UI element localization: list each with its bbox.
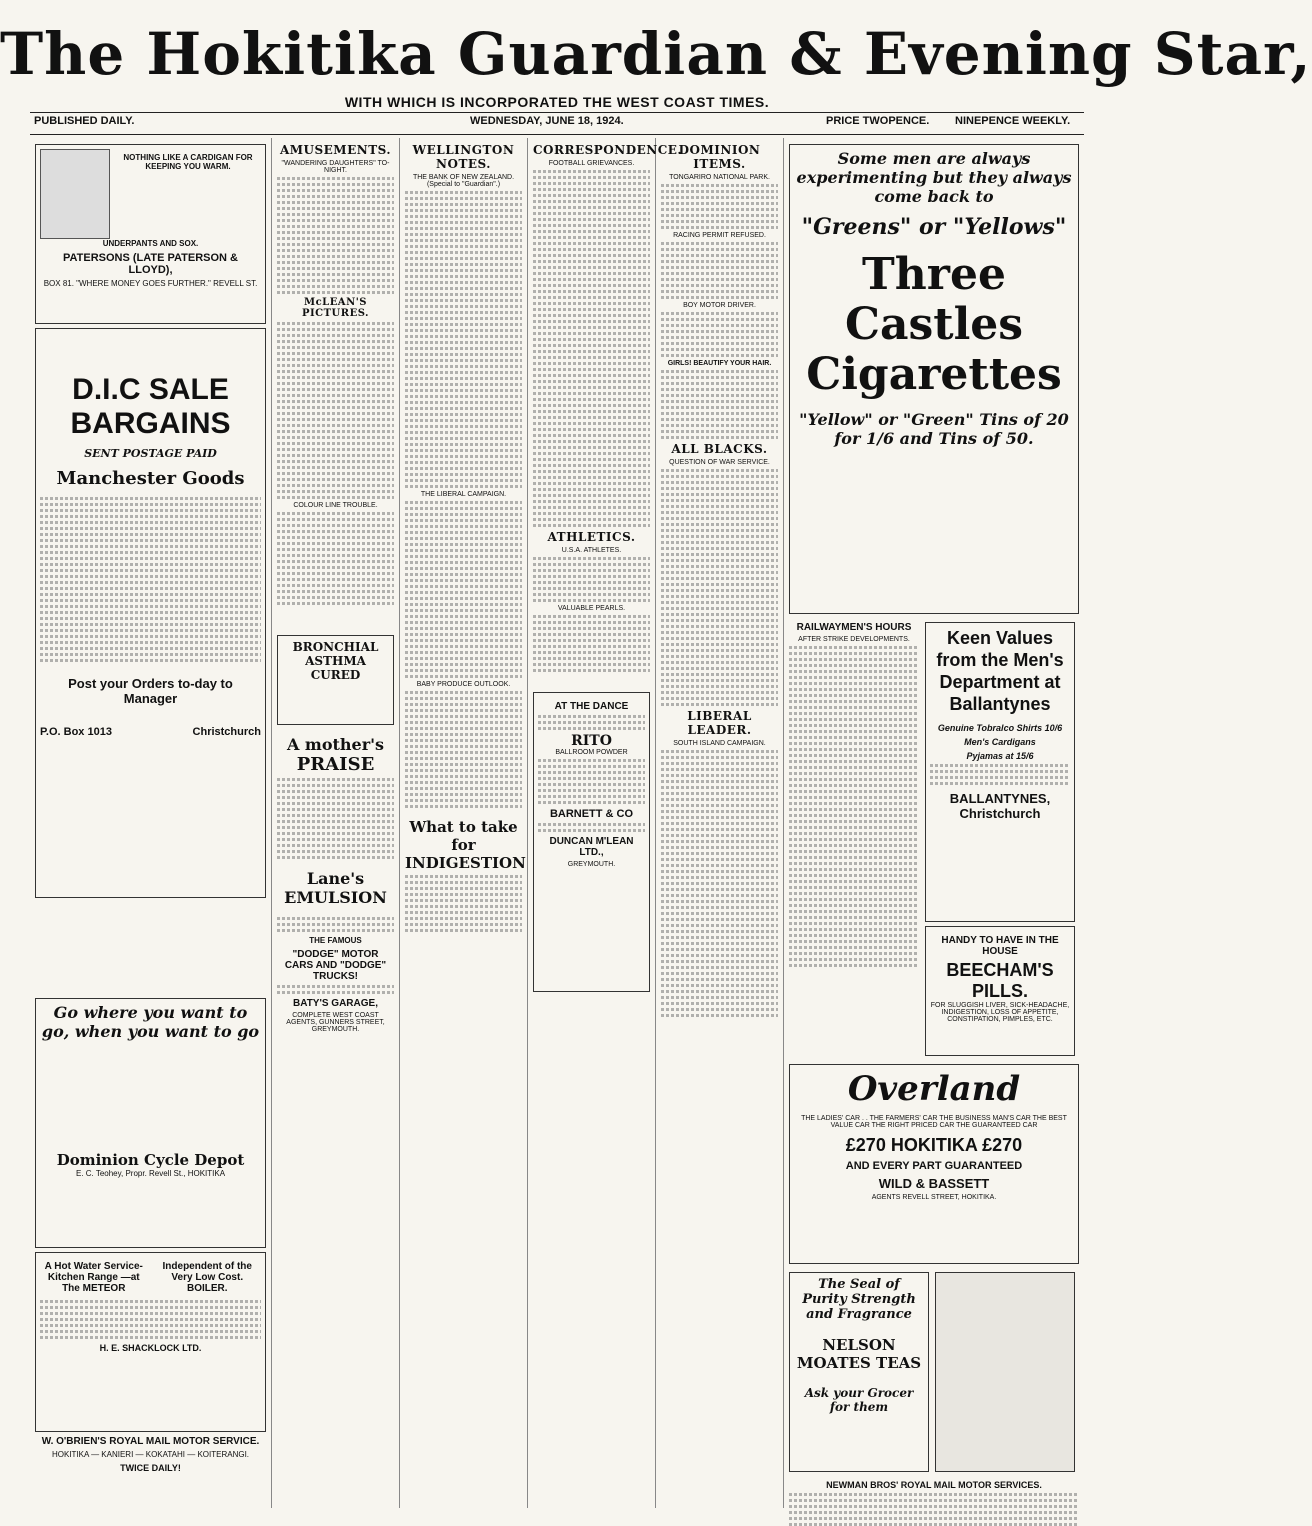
- railway-heading: RAILWAYMEN'S HOURS: [796, 622, 912, 633]
- nelson-moates-ad: [789, 1272, 929, 1472]
- liver-text: FOR SLUGGISH LIVER, SICK-HEADACHE, INDIGESTION, LOSS OF APPETITE, CONSTIPATION, PIMPLES, ETC.: [930, 1002, 1070, 1023]
- bank-heading: THE BANK OF NEW ZEALAND.: [412, 174, 515, 181]
- allblacks-heading: ALL BLACKS.: [671, 442, 768, 456]
- wellington-heading: WELLINGTON NOTES.: [412, 143, 515, 171]
- pyjamas: Pyjamas at 15/6: [966, 751, 1034, 761]
- price: PRICE TWOPENCE.: [826, 115, 930, 127]
- wild-bassett: WILD & BASSETT: [878, 1176, 990, 1191]
- lanes-emulsion: Lane's EMULSION: [284, 869, 387, 907]
- bronchial-text: BRONCHIAL ASTHMA CURED: [292, 640, 379, 682]
- mother-heading: A mother's: [286, 735, 385, 754]
- beechams: BEECHAM'S PILLS.: [946, 960, 1054, 1001]
- meteor-ad: [35, 1252, 266, 1432]
- nelson-moates: NELSON MOATES TEAS: [796, 1336, 922, 1372]
- ballantynes-name: BALLANTYNES, Christchurch: [949, 791, 1051, 821]
- rule-top: [30, 112, 1084, 113]
- batys-garage: BATY'S GARAGE,: [293, 998, 378, 1009]
- duncan-sub: GREYMOUTH.: [567, 861, 616, 868]
- meteor-title: A Hot Water Service- Kitchen Range —at The METEOR: [44, 1261, 143, 1294]
- issue-date: WEDNESDAY, JUNE 18, 1924.: [470, 115, 624, 127]
- athletics-heading: ATHLETICS.: [547, 530, 636, 544]
- mcleans-heading: McLEAN'S PICTURES.: [301, 297, 370, 319]
- colour-heading: COLOUR LINE TROUBLE.: [293, 502, 378, 509]
- duncan: DUNCAN M'LEAN LTD.,: [549, 836, 634, 858]
- south-heading: SOUTH ISLAND CAMPAIGN.: [673, 740, 766, 747]
- post-orders: Post your Orders to-day to Manager: [68, 676, 233, 706]
- girls-heading: GIRLS! BEAUTIFY YOUR HAIR.: [667, 360, 772, 367]
- po-box: P.O. Box 1013: [40, 726, 112, 738]
- column-2: [272, 138, 400, 1508]
- overland-sub: THE LADIES' CAR . . THE FARMERS' CAR THE BUSINESS MAN'S CAR THE BEST VALUE CAR THE RIGHT PRICED CAR THE GUARANTEED CAR: [801, 1115, 1067, 1129]
- libleader-heading: LIBERAL LEADER.: [687, 709, 752, 737]
- beecham-ad: [925, 926, 1075, 1056]
- barnett: BARNETT & CO: [549, 808, 634, 820]
- indigestion-heading: What to take for INDIGESTION: [405, 818, 526, 872]
- cardigan-image: [40, 149, 110, 239]
- correspondence-heading: CORRESPONDENCE.: [533, 143, 683, 157]
- column-3: [400, 138, 528, 1508]
- rito-title: RITO: [571, 733, 612, 749]
- strike-heading: AFTER STRIKE DEVELOPMENTS.: [798, 636, 910, 643]
- masthead-title: The Hokitika Guardian & Evening Star,: [0, 20, 1312, 88]
- dodge-cars: "DODGE" MOTOR CARS AND "DODGE" TRUCKS!: [284, 949, 387, 982]
- rito-sub: BALLROOM POWDER: [555, 749, 628, 756]
- cycle-sub: E. C. Teohey, Propr. Revell St., HOKITIKA: [75, 1169, 226, 1178]
- masthead-subtitle: WITH WHICH IS INCORPORATED THE WEST COAST TIMES.: [344, 94, 770, 110]
- overland-ad: [789, 1064, 1079, 1264]
- cigarette-tagline: Some men are always experimenting but they always come back to: [796, 149, 1072, 206]
- praise-heading: PRAISE: [296, 754, 375, 775]
- boy-heading: BOY MOTOR DRIVER.: [683, 302, 756, 309]
- tobralco: Genuine Tobralco Shirts 10/6: [937, 723, 1063, 733]
- cardigans: Men's Cardigans: [964, 737, 1036, 747]
- ballantynes-ad: [925, 622, 1075, 922]
- twice-daily: TWICE DAILY!: [120, 1463, 181, 1473]
- batys-sub: COMPLETE WEST COAST AGENTS, GUNNERS STREET, GREYMOUTH.: [286, 1012, 385, 1033]
- dance-heading: AT THE DANCE: [554, 701, 629, 712]
- shacklock: H. E. SHACKLOCK LTD.: [99, 1343, 202, 1353]
- liberal-heading: THE LIBERAL CAMPAIGN.: [420, 491, 507, 498]
- pearls-heading: VALUABLE PEARLS.: [557, 605, 626, 612]
- three-castles: Three Castles Cigarettes: [806, 249, 1062, 400]
- dic-title: D.I.C SALE BARGAINS: [70, 373, 231, 440]
- boiler-title: Independent of the Very Low Cost. BOILER.: [162, 1261, 252, 1294]
- park-heading: TONGARIRO NATIONAL PARK.: [669, 174, 770, 181]
- rito-ad: [533, 692, 650, 992]
- obrien-service: W. O'BRIEN'S ROYAL MAIL MOTOR SERVICE.: [41, 1436, 260, 1447]
- famous: THE FAMOUS: [309, 936, 362, 945]
- underpants-heading: UNDERPANTS AND SOX.: [102, 239, 199, 248]
- weekly-price: NINEPENCE WEEKLY.: [955, 115, 1071, 127]
- question-heading: QUESTION OF WAR SERVICE.: [669, 459, 770, 466]
- column-5: [656, 138, 784, 1508]
- tins-text: "Yellow" or "Green" Tins of 20 for 1/6 and Tins of 50.: [799, 410, 1069, 448]
- column-1: [30, 138, 272, 1508]
- dic-sale-ad: [35, 328, 266, 898]
- greens-yellows: "Greens" or "Yellows": [801, 214, 1067, 240]
- racing-heading: RACING PERMIT REFUSED.: [673, 232, 766, 239]
- rule-bottom: [30, 134, 1084, 135]
- cycle-title: Go where you want to go, when you want to go: [41, 1003, 260, 1041]
- dominion-heading: DOMINION ITEMS.: [678, 143, 761, 171]
- handy-heading: HANDY TO HAVE IN THE HOUSE: [941, 935, 1059, 957]
- keen-values: Keen Values from the Men's Department at Ballantynes: [936, 628, 1064, 714]
- three-castles-ad: [789, 144, 1079, 614]
- guaranteed: AND EVERY PART GUARANTEED: [845, 1160, 1023, 1172]
- seal-text: The Seal of Purity Strength and Fragrance: [802, 1277, 916, 1322]
- christchurch: Christchurch: [192, 726, 261, 738]
- cardigan-ad: [35, 144, 266, 324]
- bronchial-ad: [277, 635, 394, 725]
- amusements-heading: AMUSEMENTS.: [279, 143, 392, 157]
- cardigan-title: NOTHING LIKE A CARDIGAN FOR KEEPING YOU WARM.: [123, 153, 253, 171]
- column-4: [528, 138, 683, 1508]
- cycle-ad: [35, 998, 266, 1248]
- wild-sub: AGENTS REVELL STREET, HOKITIKA.: [871, 1194, 997, 1201]
- patersons-name: PATERSONS (LATE PATERSON & LLOYD),: [63, 252, 238, 276]
- obrien-route: HOKITIKA — KANIERI — KOKATAHI — KOITERANGI.: [51, 1450, 250, 1459]
- manchester-goods: Manchester Goods: [56, 468, 245, 489]
- football-heading: FOOTBALL GRIEVANCES.: [548, 160, 635, 167]
- published-daily: PUBLISHED DAILY.: [34, 115, 135, 127]
- patersons-sub: BOX 81. "WHERE MONEY GOES FURTHER." REVELL ST.: [43, 279, 258, 288]
- wanderings-heading: "WANDERING DAUGHTERS" TO-NIGHT.: [281, 160, 390, 174]
- dic-logo: [40, 333, 261, 373]
- dic-subtitle: SENT POSTAGE PAID: [84, 447, 217, 460]
- usa-heading: U.S.A. ATHLETES.: [561, 547, 622, 554]
- overland-price: £270 HOKITIKA £270: [845, 1135, 1023, 1155]
- column-6: [784, 138, 1084, 1508]
- baby-heading: BABY PRODUCE OUTLOOK.: [416, 681, 511, 688]
- car-illustration: [935, 1272, 1075, 1472]
- overland-title: Overland: [847, 1069, 1021, 1109]
- special-credit: (Special to "Guardian".): [426, 181, 501, 188]
- ask-grocer: Ask your Grocer for them: [804, 1386, 914, 1414]
- newman-heading: NEWMAN BROS' ROYAL MAIL MOTOR SERVICES.: [826, 1480, 1042, 1490]
- cycle-name: Dominion Cycle Depot: [56, 1151, 245, 1169]
